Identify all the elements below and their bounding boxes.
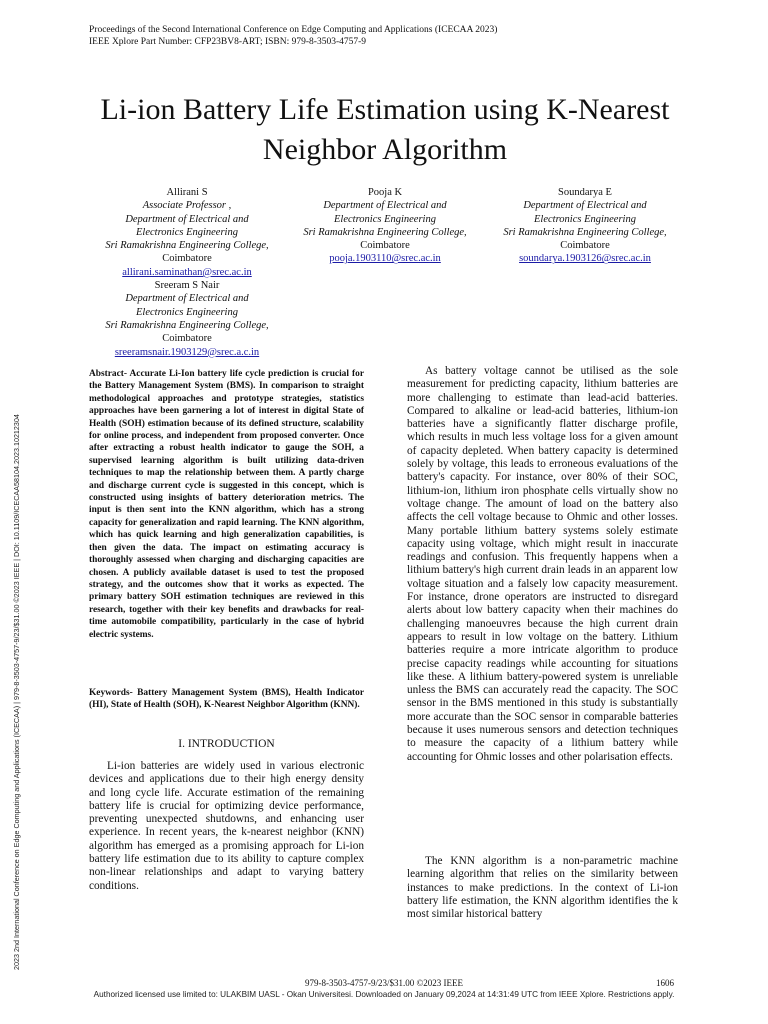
abstract-text: Abstract- Accurate Li-Ion battery life cycle prediction is crucial for the Battery Management System (BMS). In comparison to straight methodological approaches and prototype strategies, statistics approaches have been garnering a lot of interest in digital State of Health (SOH) estimation because of its defined structure, scalability for online process, and independent from proposed converter. Once after extracting a robust health indicator to gauge the SOH, a supervised learning algorithm is built utilizing data-driven techniques to map the relationship between them. A partly charge and discharge current cycle is suggested in this concept, which is constructed using insights of battery deterioration metrics. The input is then sent into the KNN algorithm, which has a strong capacity for generalization and rapid learning. The KNN algorithm, which has quick learning and high generalization capabilities, is then given the data. The impact on estimating accuracy is thoroughly assessed when charging and discharging capacities are chosen. A publicly available dataset is used to test the proposed strategy, and the outcomes show that it works as expected. The primary battery SOH estimation techniques are reviewed in this research, together with their key benefits and drawbacks for real-time automobile compatibility, particularly in the case of hybrid electric systems. — [89, 369, 364, 640]
author-dept: Electronics Engineering — [534, 213, 636, 225]
author-college: Sri Ramakrishna Engineering College, — [105, 319, 269, 331]
section-heading-introduction: I. INTRODUCTION — [178, 738, 275, 750]
author-email-link[interactable]: soundarya.1903126@srec.ac.in — [519, 253, 651, 265]
introduction-paragraph: Li-ion batteries are widely used in various electronic devices and applications due to their high energy density and long cycle life. Accurate estimation of the remaining battery life is crucial for optimizing device performance, preventing unexpected shutdowns, and enhancing user experience. In recent years, the k-nearest neighbor (KNN) algorithm has emerged as a promising approach for Li-ion battery life estimation due to its ability to capture complex non-linear relationships and adapt to varying battery conditions. — [89, 760, 364, 892]
author-block-1 — [89, 186, 285, 359]
conference-header — [89, 24, 497, 48]
body-paragraph: The KNN algorithm is a non-parametric machine learning algorithm that relies on the similarity between instances to make predictions. In the context of Li-ion battery life estimation, the KNN algorithm identifies the k most similar historical battery — [407, 855, 678, 921]
author-city: Coimbatore — [360, 240, 410, 252]
title-line-2: Neighbor Algorithm — [262, 133, 508, 166]
author-city: Coimbatore — [162, 333, 212, 345]
body-paragraph: As battery voltage cannot be utilised as the sole measurement for predicting capacity, lithium batteries are more challenging to estimate than lead-acid batteries. Compared to alkaline or lead-acid batteries, lithium-ion batteries have a significantly flatter discharge profile, which results in much less voltage loss for a given amount of capacity depleted. When battery capacity is determined solely by voltage, this leads to erroneous evaluations of the battery's capacity. For instance, over 80% of their SOC, lithium-ion, lithium iron phosphate cells virtually show no voltage change. The amount of load on the battery also affects the cell voltage because to Ohmic and other losses. Many portable lithium battery systems solely estimate capacity using voltage, which might result in inaccurate readings and confusion. This frequently happens when a lithium battery's high current drain leads in an apparent low voltage situation and a falsely low capacity measurement. For instance, drone operators are instructed to disregard alerts about low battery capacity when their machines do challenging manoeuvres because the high current drain appears to result in low voltage on the battery. Lithium batteries require a more intricate algorithm to produce precise capacity readings while accounting for situations like these. A lithium battery-powered system is unreliable unless the BMS can accurately read the capacity. The SOC sensor in the BMS mentioned in this study is substantially more accurate than the SOC sensor in comparable batteries because it uses numerous sensors and detection techniques to measure the capacity of a lithium battery while accounting for Ohmic losses and other polarisation effects. — [407, 365, 678, 763]
author-name: Allirani S — [166, 187, 208, 198]
author-college: Sri Ramakrishna Engineering College, — [303, 226, 467, 238]
author-dept: Electronics Engineering — [136, 226, 238, 238]
author-dept: Electronics Engineering — [136, 306, 238, 318]
author-role: Associate Professor , — [142, 200, 232, 212]
author-dept: Department of Electrical and — [125, 293, 249, 305]
header-line-2: IEEE Xplore Part Number: CFP23BV8-ART; ISBN: 979-8-3503-4757-9 — [89, 37, 367, 47]
page-number: 1606 — [656, 978, 674, 988]
author-college: Sri Ramakrishna Engineering College, — [105, 240, 269, 252]
author-email-link[interactable]: sreeramsnair.1903129@srec.a.c.in — [114, 346, 260, 358]
author-name: Sreeram S Nair — [154, 280, 220, 292]
sidebar-citation: 2023 2nd International Conference on Edge Computing and Applications (ICECAA) | 979-8-3503-4757-9/23/$31.00 ©2023 IEEE | DOI: 10.1109/ICECAA58104.2023.10212304 — [12, 414, 21, 970]
title-line-1: Li-ion Battery Life Estimation using K-Nearest — [100, 93, 670, 126]
author-college: Sri Ramakrishna Engineering College, — [503, 226, 667, 238]
keywords-text: Keywords- Battery Management System (BMS), Health Indicator (HI), State of Health (SOH), K-Nearest Neighbor Algorithm (KNN). — [89, 688, 364, 711]
author-dept: Department of Electrical and — [125, 213, 249, 225]
author-email-link[interactable]: allirani.saminathan@srec.ac.in — [122, 266, 252, 278]
author-dept: Department of Electrical and — [523, 200, 647, 212]
author-email-link[interactable]: pooja.1903110@srec.ac.in — [329, 253, 441, 265]
author-name: Pooja K — [367, 187, 403, 198]
author-name: Soundarya E — [558, 187, 612, 198]
footer-license-notice: Authorized licensed use limited to: ULAKBIM UASL - Okan Universitesi. Downloaded on January 09,2024 at 14:31:49 UTC from IEEE Xplore. Restrictions apply. — [93, 990, 675, 999]
author-city: Coimbatore — [560, 240, 610, 252]
author-block-2 — [287, 186, 483, 266]
author-city: Coimbatore — [162, 253, 212, 265]
author-block-3 — [487, 186, 683, 266]
paper-title — [60, 90, 710, 170]
header-line-1: Proceedings of the Second International Conference on Edge Computing and Applications (ICECAA 2023) — [89, 25, 498, 35]
author-dept: Department of Electrical and — [323, 200, 447, 212]
author-dept: Electronics Engineering — [334, 213, 436, 225]
footer-copyright: 979-8-3503-4757-9/23/$31.00 ©2023 IEEE — [304, 978, 464, 988]
